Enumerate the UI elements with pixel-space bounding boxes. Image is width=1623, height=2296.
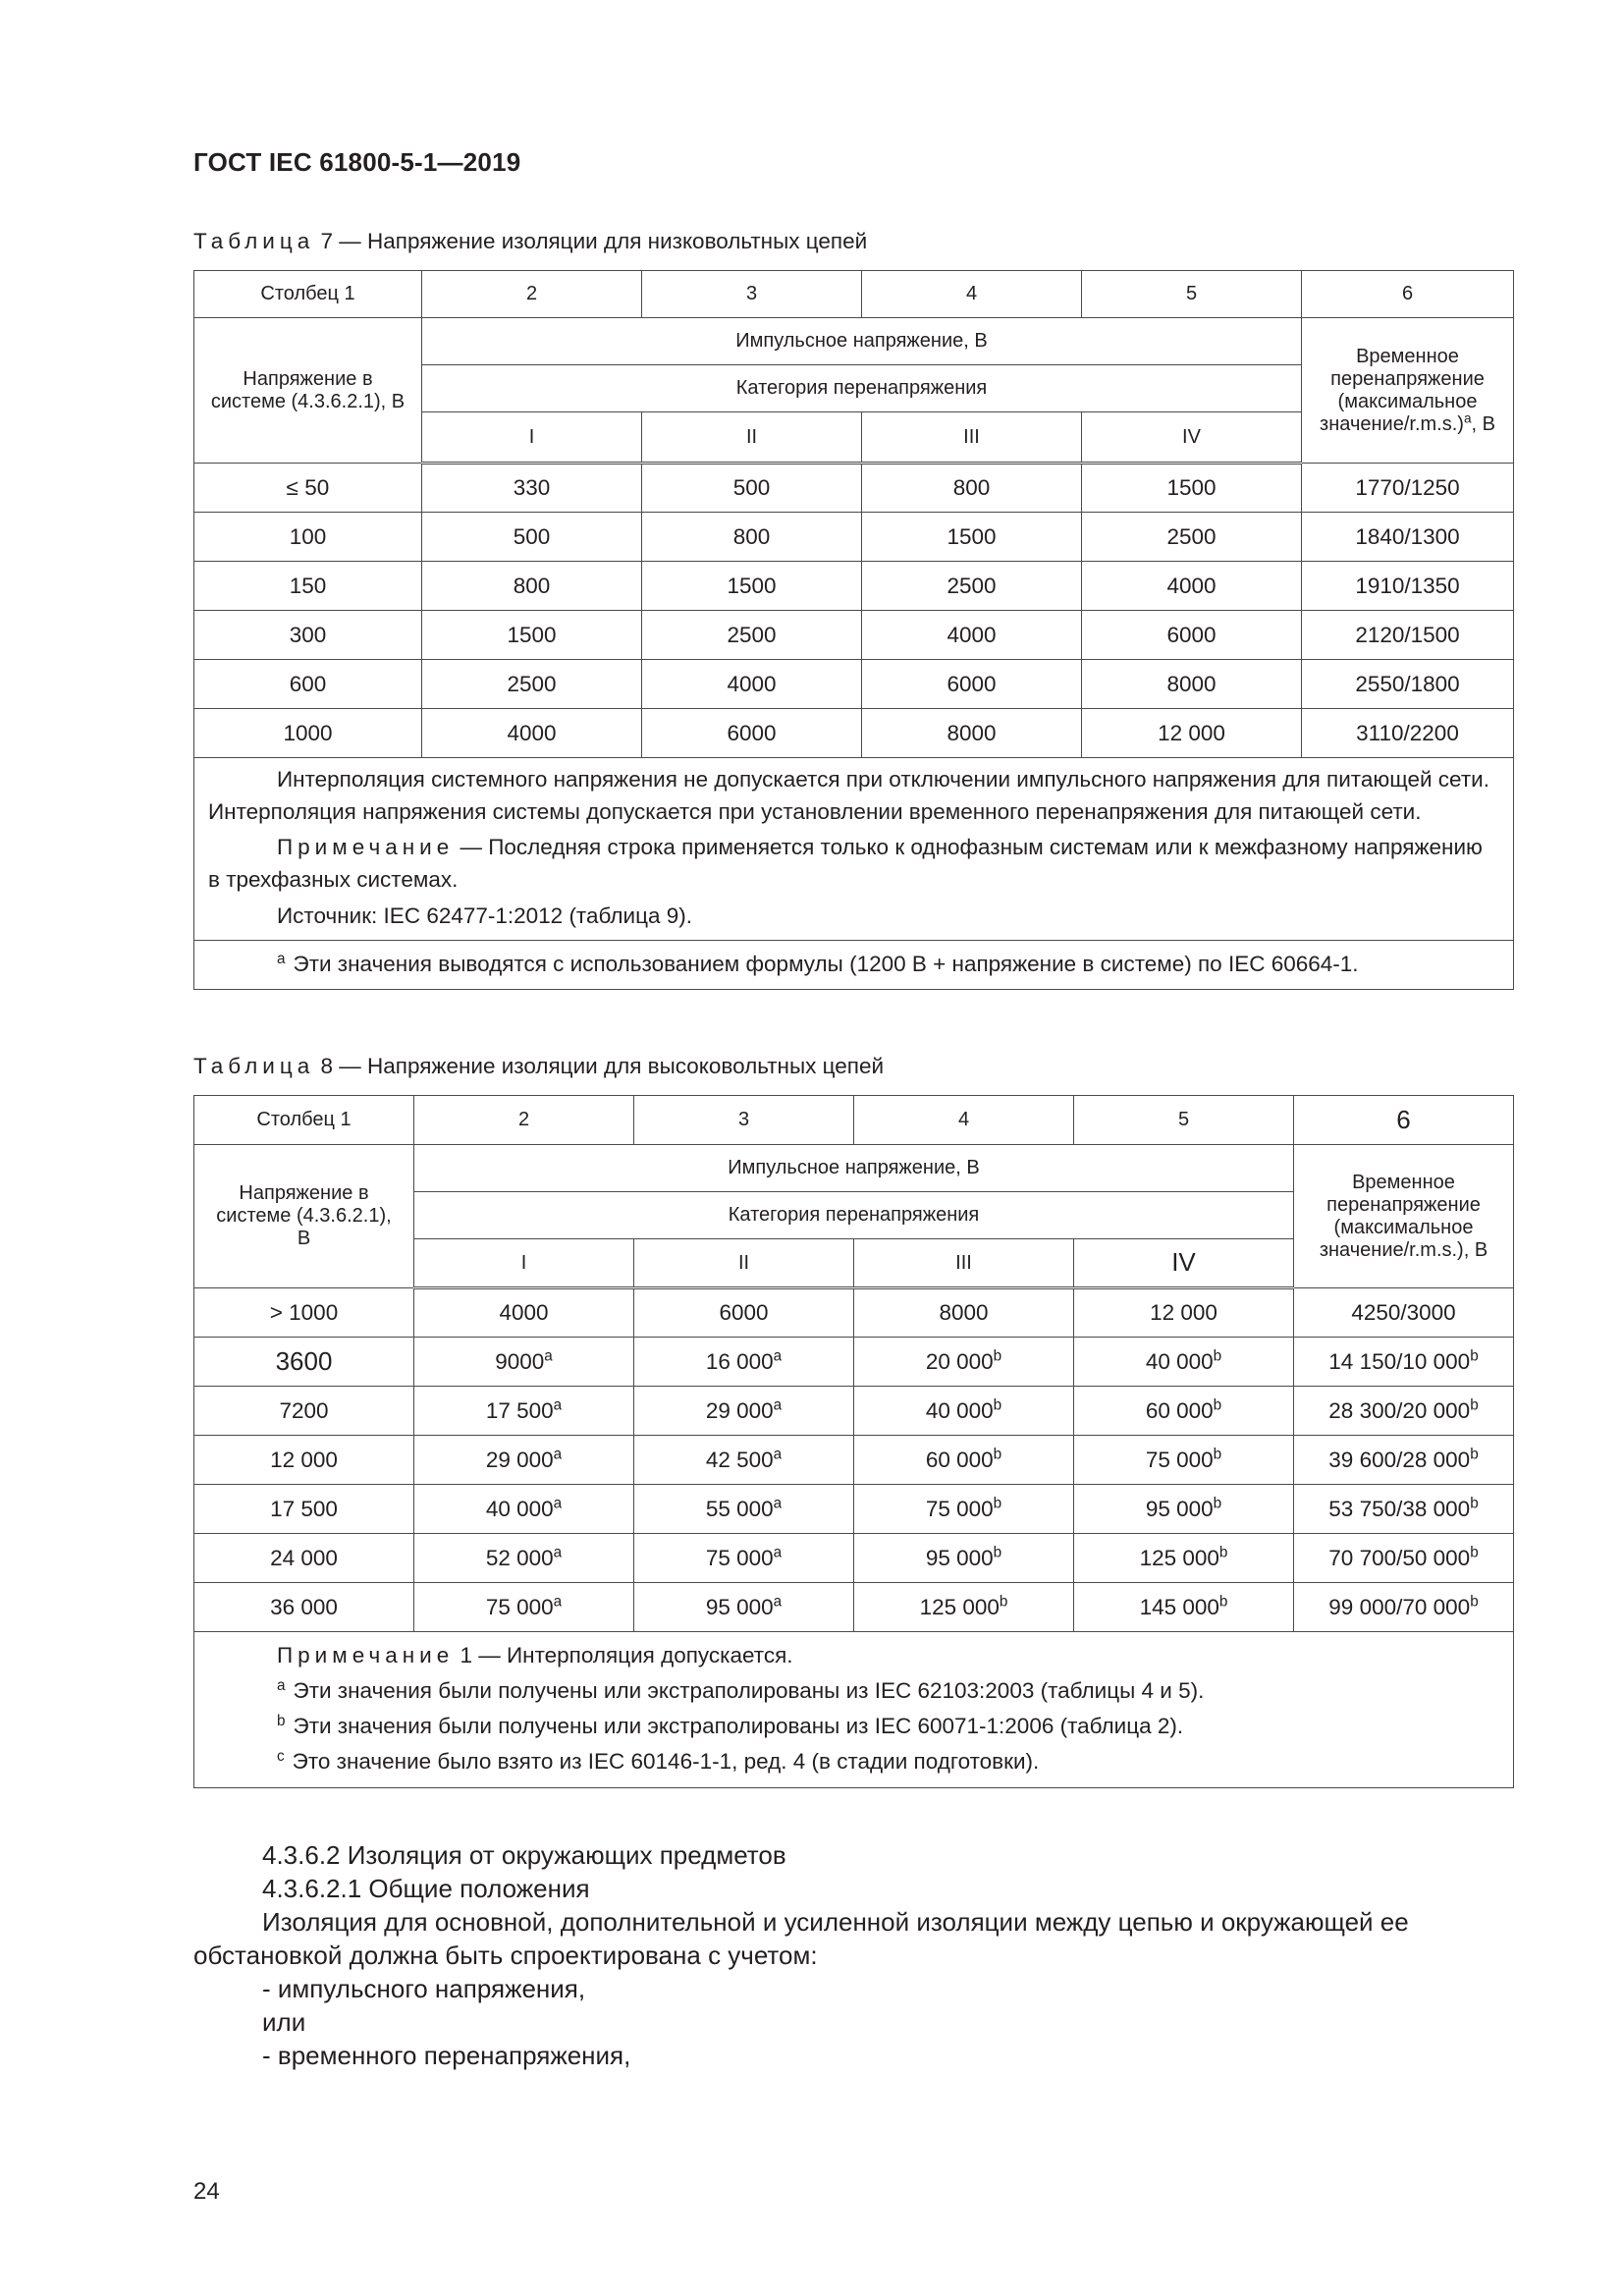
table-cell: 6000 (862, 660, 1082, 709)
table-cell: 800 (642, 513, 862, 562)
footnote (208, 1673, 1499, 1709)
cell-value: 4000 (499, 1300, 549, 1326)
table-cell: 1500 (642, 562, 862, 611)
footnote-mark: a (773, 1593, 783, 1611)
table7-note-text: — Последняя строка применяется только к однофазным системам или к межфазному напряжению в трехфазных системах. (208, 835, 1483, 892)
footnote-mark: a (773, 1396, 783, 1414)
table-cell (414, 1288, 634, 1338)
table7-head-temporary-overvoltage (1302, 318, 1514, 464)
table-cell (414, 1534, 634, 1583)
table7-notes-row (194, 758, 1514, 941)
cell-value: 40 000 (485, 1496, 554, 1521)
footnote-mark: b (993, 1446, 1002, 1463)
table-row (194, 1387, 1514, 1436)
note-word: Примечание (277, 1643, 455, 1667)
table-cell: 500 (642, 464, 862, 513)
table8-head-system-voltage: Напряжение в системе (4.3.6.2.1), В (194, 1145, 414, 1288)
table8-header-row (194, 1145, 1514, 1192)
table7-note (208, 832, 1499, 896)
footnote-mark: b (993, 1495, 1002, 1512)
cell-value: 9000 (495, 1348, 545, 1374)
table-cell: 12 000 (1082, 709, 1302, 758)
table-cell: 1770/1250 (1302, 464, 1514, 513)
table-cell (854, 1387, 1074, 1436)
table-cell: 3110/2200 (1302, 709, 1514, 758)
table7-colnum: 4 (862, 271, 1082, 318)
table7-head-impulse: Импульсное напряжение, В (422, 318, 1302, 365)
table-cell: 1000 (194, 709, 422, 758)
cell-value: 53 750/38 000 (1328, 1496, 1471, 1521)
table-row (194, 464, 1514, 513)
cell-value: 42 500 (705, 1447, 774, 1472)
document-header: ГОСТ IEC 61800-5-1—2019 (193, 147, 521, 177)
table7-colnum: 3 (642, 271, 862, 318)
table-cell (1074, 1387, 1294, 1436)
page-number: 24 (193, 2178, 220, 2205)
list-item: - импульсного напряжения, (262, 1974, 586, 2003)
table-cell (194, 1387, 414, 1436)
cell-value: 75 000 (485, 1594, 554, 1619)
table-cell (634, 1583, 854, 1632)
table-cell (854, 1534, 1074, 1583)
table-row (194, 1534, 1514, 1583)
table-row (194, 709, 1514, 758)
footnote (208, 1744, 1499, 1779)
cell-value: 75 000 (1145, 1447, 1214, 1472)
table-cell (1294, 1288, 1514, 1338)
footnote-mark: b (993, 1544, 1002, 1561)
table7-footnote-row (194, 941, 1514, 990)
cell-value: 17 500 (485, 1397, 554, 1423)
table8-head-temporary-overvoltage: Временное перенапряжение (максимальное значение/r.m.s.), В (1294, 1145, 1514, 1288)
table8-caption (193, 1054, 884, 1079)
cell-value: 3600 (275, 1345, 333, 1376)
cell-value: 75 000 (925, 1496, 994, 1521)
footnote-mark: c (277, 1747, 285, 1765)
table7-column-number-row (194, 271, 1514, 318)
footnote-text: Эти значения были получены или экстраполированы из IEC 62103:2003 (таблицы 4 и 5). (293, 1678, 1205, 1703)
table-row (194, 1583, 1514, 1632)
table8-colnum: 2 (414, 1096, 634, 1145)
table-row (194, 513, 1514, 562)
table7-colnum: Столбец 1 (194, 271, 422, 318)
table7-colnum: 5 (1082, 271, 1302, 318)
table8-note (208, 1638, 1499, 1673)
cell-value: 52 000 (485, 1545, 554, 1570)
cell-value: 20 000 (925, 1348, 994, 1374)
table-cell (634, 1485, 854, 1534)
table-cell: 500 (422, 513, 642, 562)
footnote-mark: a (553, 1396, 563, 1414)
table-cell (854, 1288, 1074, 1338)
table-cell (854, 1583, 1074, 1632)
table-cell (1074, 1583, 1294, 1632)
table8-head-impulse: Импульсное напряжение, В (414, 1145, 1294, 1192)
table-cell (1294, 1338, 1514, 1387)
cell-value: 7200 (279, 1397, 329, 1423)
table7 (193, 270, 1514, 990)
table-cell (1294, 1485, 1514, 1534)
table8-body (194, 1288, 1514, 1632)
body-paragraph: Изоляция для основной, дополнительной и усиленной изоляции между цепью и окружающей ее обстановкой должна быть спроектирована с учетом: (193, 1907, 1409, 1970)
subsection-heading: 4.3.6.2.1 Общие положения (262, 1874, 590, 1903)
table8-category: IV (1074, 1239, 1294, 1288)
table-cell (194, 1288, 414, 1338)
footnote-mark: a (773, 1347, 783, 1365)
footnote-mark: b (1218, 1544, 1228, 1561)
footnote-mark: b (1213, 1347, 1222, 1365)
table7-notes (194, 758, 1514, 941)
table-cell (194, 1338, 414, 1387)
table7-head-col6-tail: , В (1471, 412, 1495, 435)
table8-note-text: 1 — Интерполяция допускается. (454, 1643, 793, 1667)
footnote-mark: b (1470, 1593, 1479, 1611)
table-cell (1294, 1387, 1514, 1436)
cell-value: 24 000 (270, 1545, 338, 1570)
table-cell: 100 (194, 513, 422, 562)
cell-value: 145 000 (1139, 1594, 1219, 1619)
table-cell: 1840/1300 (1302, 513, 1514, 562)
table7-category: III (862, 412, 1082, 464)
table8-colnum: 5 (1074, 1096, 1294, 1145)
cell-value: 40 000 (1145, 1348, 1214, 1374)
table8-colnum: Столбец 1 (194, 1096, 414, 1145)
table-cell: 4000 (862, 611, 1082, 660)
footnote-mark: b (277, 1712, 286, 1729)
table7-colnum: 6 (1302, 271, 1514, 318)
table8 (193, 1095, 1514, 1788)
table7-note-paragraph: Интерполяция системного напряжения не допускается при отключении импульсного напряжения для питающей сети. Интерполяция напряжения системы допускается при установлении временного перенапряжения для питающей сети. (208, 767, 1489, 824)
table7-caption (193, 229, 867, 254)
table7-footnote (194, 941, 1514, 990)
footnote-mark: b (1470, 1495, 1479, 1512)
cell-value: 14 150/10 000 (1328, 1348, 1471, 1374)
cell-value: 60 000 (1145, 1397, 1214, 1423)
table7-category: I (422, 412, 642, 464)
table-row (194, 1436, 1514, 1485)
table-cell (1294, 1436, 1514, 1485)
table-cell: 4000 (422, 709, 642, 758)
cell-value: 36 000 (270, 1594, 338, 1619)
table-cell: 330 (422, 464, 642, 513)
table-cell (634, 1387, 854, 1436)
table-cell (1074, 1436, 1294, 1485)
body-text (193, 1838, 1513, 2072)
cell-value: 125 000 (919, 1594, 1000, 1619)
footnote-mark: a (773, 1544, 783, 1561)
table-cell: 1910/1350 (1302, 562, 1514, 611)
footnote-mark: b (1213, 1446, 1222, 1463)
footnote-mark: a (277, 1676, 286, 1694)
cell-value: 4250/3000 (1351, 1299, 1456, 1325)
table7-caption-text: 7 — Напряжение изоляции для низковольтных цепей (314, 229, 868, 253)
table-cell: 2500 (1082, 513, 1302, 562)
table8-colnum: 4 (854, 1096, 1074, 1145)
table-row (194, 1485, 1514, 1534)
table-cell: 800 (422, 562, 642, 611)
footnote-mark: b (993, 1347, 1002, 1365)
table7-caption-word: Таблица (193, 229, 315, 253)
footnote-mark: b (1470, 1347, 1479, 1365)
footnote-mark: a (544, 1347, 553, 1365)
cell-value: 95 000 (705, 1594, 774, 1619)
cell-value: 12 000 (1150, 1300, 1217, 1326)
table8-notes-row (194, 1632, 1514, 1788)
table-cell (414, 1583, 634, 1632)
footnote-mark: b (1470, 1396, 1479, 1414)
table7-category: IV (1082, 412, 1302, 464)
table-cell (634, 1436, 854, 1485)
table-cell (1294, 1583, 1514, 1632)
list-item: - временного перенапряжения, (262, 2041, 631, 2070)
table-cell (854, 1436, 1074, 1485)
table-cell (414, 1485, 634, 1534)
table7-head-col6-text: Временное перенапряжение (максимальное значение/r.m.s.) (1320, 345, 1485, 435)
footnote-mark: a (773, 1495, 783, 1512)
cell-value: 99 000/70 000 (1328, 1594, 1471, 1619)
table8-footnotes (208, 1673, 1499, 1779)
footnote-mark: b (993, 1396, 1002, 1414)
table-row (194, 562, 1514, 611)
table-cell: 800 (862, 464, 1082, 513)
table-cell: 2500 (642, 611, 862, 660)
table7-body (194, 464, 1514, 758)
table-cell: 600 (194, 660, 422, 709)
table-cell (414, 1436, 634, 1485)
table-row (194, 611, 1514, 660)
table-cell (1074, 1534, 1294, 1583)
table-row (194, 660, 1514, 709)
table7-source: Источник: IEC 62477-1:2012 (таблица 9). (277, 902, 692, 928)
table-cell: 2120/1500 (1302, 611, 1514, 660)
cell-value: 6000 (719, 1300, 769, 1326)
footnote-mark: b (1470, 1544, 1479, 1561)
table-cell (1294, 1534, 1514, 1583)
cell-value: 95 000 (1145, 1496, 1214, 1521)
cell-value: 40 000 (925, 1397, 994, 1423)
cell-value: 17 500 (270, 1496, 338, 1521)
table-cell (1074, 1338, 1294, 1387)
table7-head-category: Категория перенапряжения (422, 365, 1302, 412)
table-cell: 1500 (1082, 464, 1302, 513)
note-word: Примечание (277, 835, 455, 860)
table-cell (414, 1338, 634, 1387)
footnote-mark: a (277, 950, 286, 967)
table-row (194, 1288, 1514, 1338)
table-cell: 4000 (642, 660, 862, 709)
table7-category: II (642, 412, 862, 464)
footnote-text: Это значение было взято из IEC 60146-1-1, ред. 4 (в стадии подготовки). (292, 1749, 1040, 1774)
table-cell (194, 1436, 414, 1485)
cell-value: 125 000 (1139, 1545, 1219, 1570)
table-row (194, 1338, 1514, 1387)
table8-caption-word: Таблица (193, 1054, 315, 1078)
table-cell: 6000 (1082, 611, 1302, 660)
cell-value: 55 000 (705, 1496, 774, 1521)
table-cell: 1500 (422, 611, 642, 660)
table-cell: ≤ 50 (194, 464, 422, 513)
table-cell (634, 1534, 854, 1583)
table-cell: 6000 (642, 709, 862, 758)
cell-value: 29 000 (485, 1447, 554, 1472)
table8-colnum: 6 (1294, 1096, 1514, 1145)
table-cell (194, 1583, 414, 1632)
table8-category: I (414, 1239, 634, 1288)
table-cell: 8000 (862, 709, 1082, 758)
footnote-mark: b (1218, 1593, 1228, 1611)
cell-value: 70 700/50 000 (1328, 1545, 1471, 1570)
table-cell: 300 (194, 611, 422, 660)
table7-head-system-voltage: Напряжение в системе (4.3.6.2.1), В (194, 318, 422, 464)
table-cell (634, 1288, 854, 1338)
table-cell: 2500 (862, 562, 1082, 611)
cell-value: 60 000 (925, 1447, 994, 1472)
table-cell (194, 1485, 414, 1534)
table-cell (634, 1338, 854, 1387)
footnote-mark: a (773, 1446, 783, 1463)
table8-colnum: 3 (634, 1096, 854, 1145)
table8-category: II (634, 1239, 854, 1288)
table-cell (194, 1534, 414, 1583)
table8-column-number-row (194, 1096, 1514, 1145)
footnote-mark: a (553, 1544, 563, 1561)
cell-value: 28 300/20 000 (1328, 1397, 1471, 1423)
table8-category: III (854, 1239, 1074, 1288)
footnote (208, 1709, 1499, 1744)
cell-value: 12 000 (270, 1447, 338, 1472)
cell-value: > 1000 (269, 1299, 339, 1325)
footnote-mark: b (1213, 1396, 1222, 1414)
footnote-text: Эти значения были получены или экстраполированы из IEC 60071-1:2006 (таблица 2). (293, 1714, 1184, 1738)
footnote-mark: a (1463, 410, 1472, 426)
table-cell: 8000 (1082, 660, 1302, 709)
table7-footnote-text: Эти значения выводятся с использованием формулы (1200 В + напряжение в системе) по IEC 60664-1. (293, 952, 1359, 977)
cell-value: 75 000 (705, 1545, 774, 1570)
cell-value: 29 000 (705, 1397, 774, 1423)
footnote-mark: b (1470, 1446, 1479, 1463)
footnote-mark: a (553, 1593, 563, 1611)
footnote-mark: a (553, 1495, 563, 1512)
table-cell (854, 1485, 1074, 1534)
table-cell (854, 1338, 1074, 1387)
cell-value: 8000 (939, 1300, 989, 1326)
footnote-mark: b (1213, 1495, 1222, 1512)
table-cell: 1500 (862, 513, 1082, 562)
table7-header-row (194, 318, 1514, 365)
section-heading: 4.3.6.2 Изоляция от окружающих предметов (262, 1840, 786, 1870)
cell-value: 16 000 (705, 1348, 774, 1374)
table-cell (1074, 1288, 1294, 1338)
footnote-mark: b (999, 1593, 1008, 1611)
table-cell (414, 1387, 634, 1436)
table8-caption-text: 8 — Напряжение изоляции для высоковольтных цепей (314, 1054, 885, 1078)
table-cell: 4000 (1082, 562, 1302, 611)
cell-value: 95 000 (925, 1545, 994, 1570)
table-cell: 2500 (422, 660, 642, 709)
footnote-mark: a (553, 1446, 563, 1463)
cell-value: 39 600/28 000 (1328, 1447, 1471, 1472)
table8-head-category: Категория перенапряжения (414, 1192, 1294, 1239)
table-cell (1074, 1485, 1294, 1534)
list-connector: или (262, 2007, 306, 2037)
table-cell: 150 (194, 562, 422, 611)
table7-colnum: 2 (422, 271, 642, 318)
table-cell: 2550/1800 (1302, 660, 1514, 709)
table8-notes (194, 1632, 1514, 1788)
